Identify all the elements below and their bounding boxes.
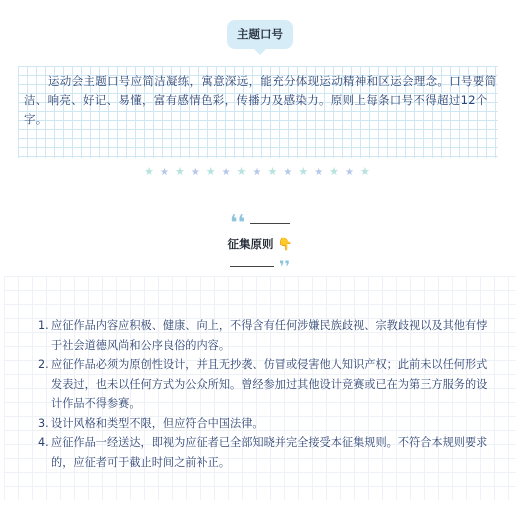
principles-list: [38, 316, 493, 472]
pointing-down-icon: 👇: [277, 237, 293, 251]
slogan-badge: 主题口号: [227, 20, 293, 49]
list-item-text: 设计风格和类型不限，但应符合中国法律。: [51, 416, 264, 430]
quote-icon: ❜❜: [279, 256, 291, 276]
list-item-number: 1.: [38, 319, 49, 332]
divider-line: [250, 223, 290, 224]
divider-line: [230, 266, 274, 267]
list-item: [38, 355, 493, 414]
slogan-description: 运动会主题口号应简洁凝练，寓意深远，能充分体现运动精神和区运会理念。口号要简洁、响亮、好记、易懂，富有感情色彩，传播力及感染力。原则上每条口号不得超过12个字。: [24, 74, 497, 126]
quote-ornament-bottom: [0, 256, 520, 275]
principles-title: 征集原则: [227, 237, 274, 251]
list-item-number: 3.: [38, 416, 49, 430]
list-item: [38, 316, 493, 355]
list-item: [38, 414, 493, 434]
list-item-text: 应征作品一经送达，即视为应征者已全部知晓并完全接受本征集规则。不符合本规则要求的，应征者可于截止时间之前补正。: [51, 436, 488, 469]
list-item: [38, 433, 493, 472]
quote-icon: ❛❛: [229, 210, 246, 236]
quote-ornament-top: [0, 210, 520, 236]
list-item-text: 应征作品必须为原创性设计，并且无抄袭、仿冒或侵害他人知识产权；此前未以任何形式发表过，也未以任何方式为公众所知。曾经参加过其他设计竞赛或已在为第三方服务的设计作品不得参赛。: [51, 358, 488, 410]
list-item-number: 2.: [38, 358, 49, 371]
list-item-text: 应征作品内容应积极、健康、向上，不得含有任何涉嫌民族歧视、宗教歧视以及其他有悖于社会道德风尚和公序良俗的内容。: [51, 319, 488, 352]
star-divider: ★★★★★★★★★★★★★★★: [144, 165, 376, 178]
slogan-badge-wrap: [0, 20, 520, 49]
list-item-number: 4.: [38, 436, 49, 449]
principles-heading: [0, 236, 520, 252]
